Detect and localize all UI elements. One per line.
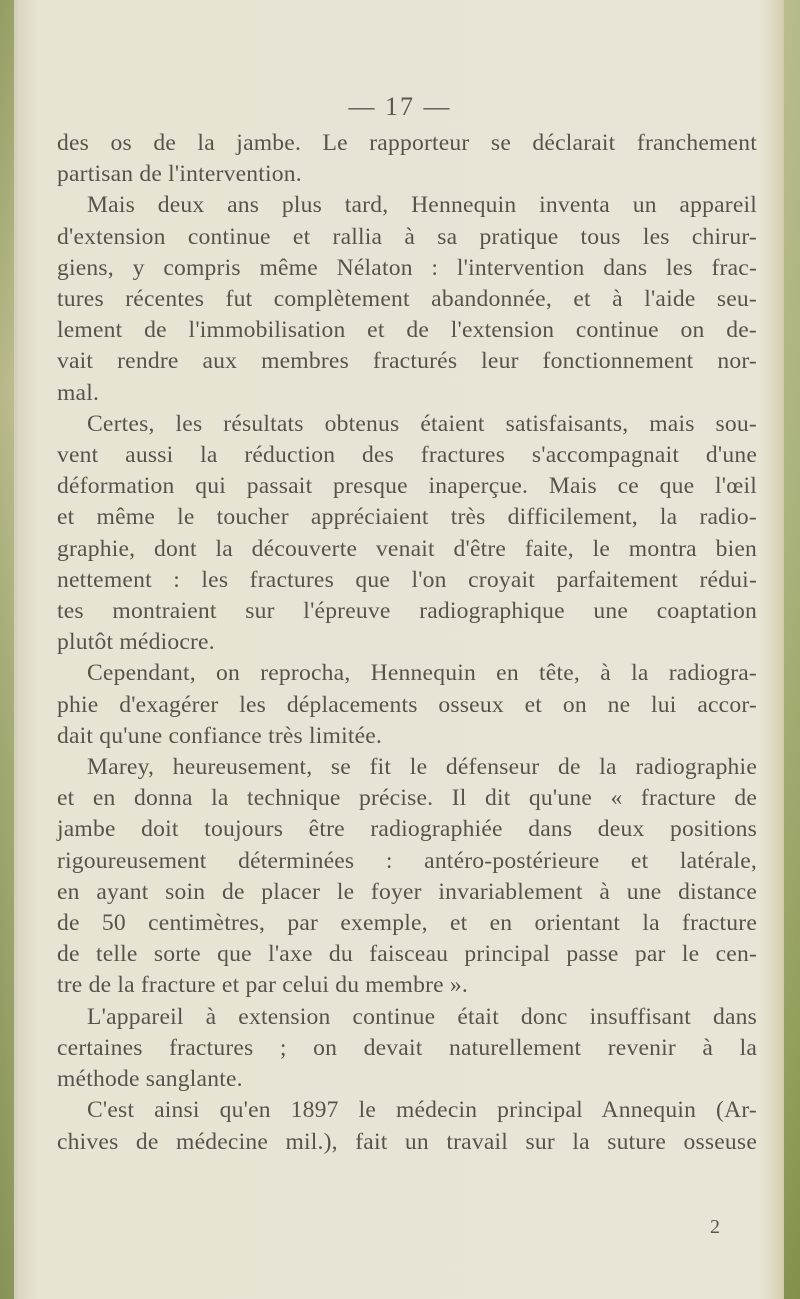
text-line: graphie, dont la découverte venait d'être faite, le montra bien	[57, 535, 757, 562]
text-line: et même le toucher appréciaient très difficilement, la radio-	[57, 504, 757, 531]
text-line: Cependant, on reprocha, Hennequin en tête, à la radiogra-	[87, 660, 757, 687]
text-line: et en donna la technique précise. Il dit qu'une « fracture de	[57, 785, 757, 812]
text-line: plutôt médiocre.	[57, 629, 215, 656]
text-line: tures récentes fut complètement abandonnée, et à l'aide seu-	[57, 286, 757, 313]
page-edge-right	[784, 0, 800, 1299]
page-number: — 17 —	[348, 92, 452, 121]
text-line: de telle sorte que l'axe du faisceau principal passe par le cen-	[57, 941, 757, 968]
text-line: rigoureusement déterminées : antéro-postérieure et latérale,	[57, 847, 757, 874]
text-line: des os de la jambe. Le rapporteur se déclarait franchement	[57, 130, 757, 156]
text-line: vait rendre aux membres fracturés leur fonctionnement nor-	[57, 348, 757, 375]
text-line: certaines fractures ; on devait naturellement revenir à la	[57, 1034, 757, 1061]
text-line: déformation qui passait presque inaperçue. Mais ce que l'œil	[57, 473, 757, 500]
text-line: tre de la fracture et par celui du membre ».	[57, 972, 468, 999]
page-edge-left	[0, 0, 14, 1299]
text-line: phie d'exagérer les déplacements osseux et on ne lui accor-	[57, 691, 757, 718]
signature-mark: 2	[710, 1216, 720, 1238]
text-line: giens, y compris même Nélaton : l'intervention dans les frac-	[57, 254, 757, 281]
text-line: vent aussi la réduction des fractures s'accompagnait d'une	[57, 442, 757, 469]
text-line: Marey, heureusement, se fit le défenseur de la radiographie	[87, 754, 757, 781]
text-line: tes montraient sur l'épreuve radiographique une coaptation	[57, 598, 757, 625]
text-line: en ayant soin de placer le foyer invariablement à une distance	[57, 878, 757, 905]
text-line: d'extension continue et rallia à sa pratique tous les chirur-	[57, 223, 757, 250]
text-line: C'est ainsi qu'en 1897 le médecin principal Annequin (Ar-	[87, 1097, 757, 1124]
text-line: méthode sanglante.	[57, 1066, 243, 1093]
text-line: partisan de l'intervention.	[57, 161, 302, 188]
text-line: chives de médecine mil.), fait un travail sur la suture osseuse	[57, 1128, 757, 1155]
text-line: lement de l'immobilisation et de l'extension continue on de-	[57, 317, 757, 344]
text-line: L'appareil à extension continue était donc insuffisant dans	[87, 1003, 757, 1030]
text-line: Certes, les résultats obtenus étaient satisfaisants, mais sou-	[87, 410, 757, 437]
text-line: Mais deux ans plus tard, Hennequin inventa un appareil	[87, 192, 757, 219]
text-line: de 50 centimètres, par exemple, et en orientant la fracture	[57, 910, 757, 937]
text-line: nettement : les fractures que l'on croyait parfaitement rédui-	[57, 566, 757, 593]
text-line: jambe doit toujours être radiographiée dans deux positions	[57, 816, 757, 843]
text-line: dait qu'une confiance très limitée.	[57, 722, 383, 749]
text-line: mal.	[57, 379, 100, 406]
body-text	[57, 128, 757, 1158]
